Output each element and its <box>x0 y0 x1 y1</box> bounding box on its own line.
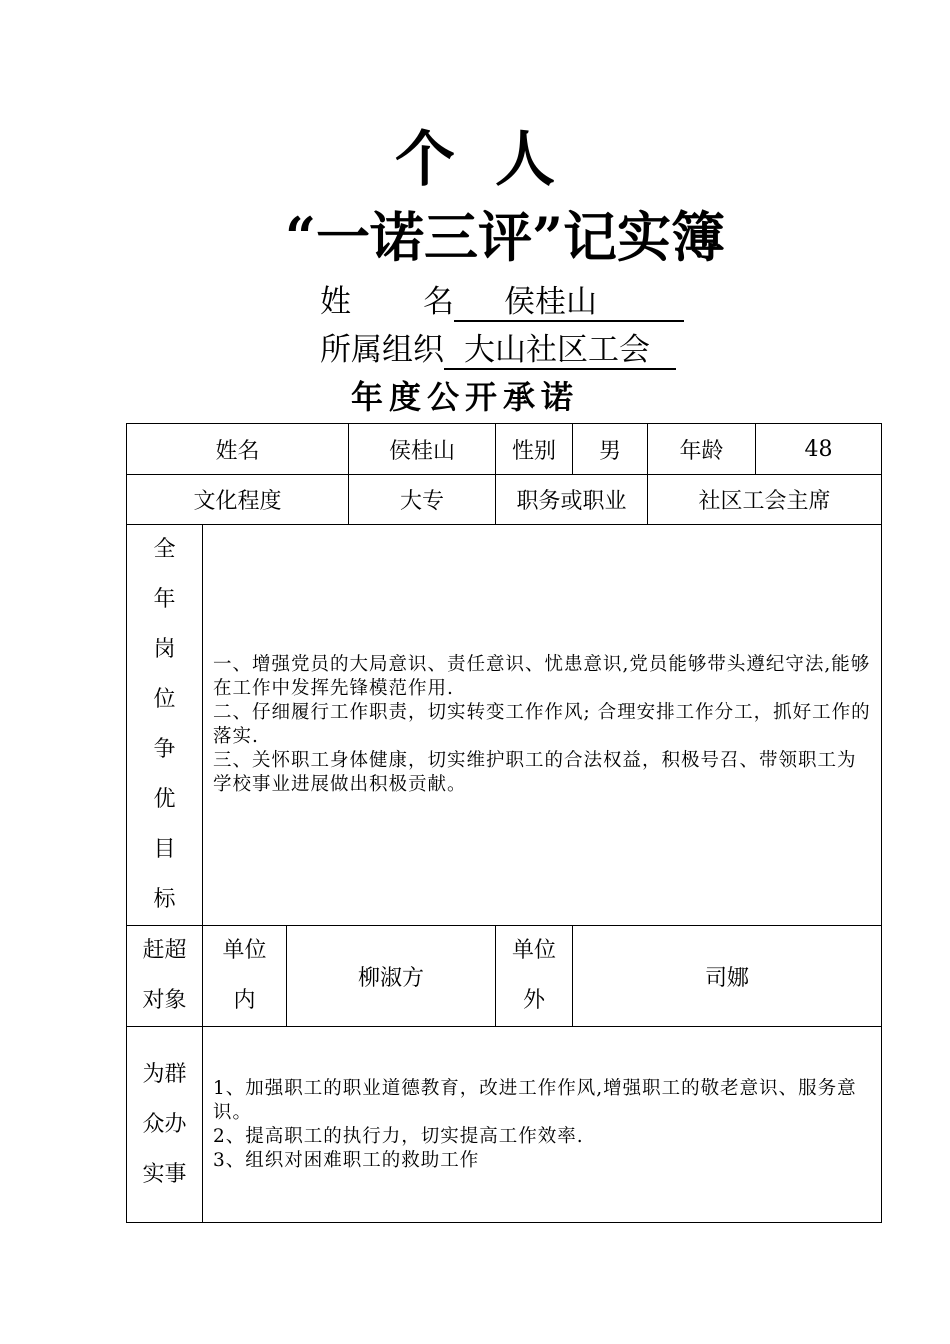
service-item: 1、加强职工的职业道德教育，改进工作作风,增强职工的敬老意识、服务意识。 <box>213 1077 857 1123</box>
goal-label-char: 位 <box>153 687 176 712</box>
cell-service-content <box>203 1027 882 1223</box>
goal-item: 一、增强党员的大局意识、责任意识、忧患意识,党员能够带头遵纪守法,能够在工作中发挥先锋模范作用. <box>213 654 871 699</box>
outside-label-line: 外 <box>523 988 546 1013</box>
service-label-line: 众办 <box>142 1111 187 1137</box>
cell-age-value: 48 <box>756 424 882 475</box>
cell-gender-label: 性别 <box>496 424 573 475</box>
goal-label-char: 争 <box>153 737 176 762</box>
cell-goal-label <box>127 525 203 926</box>
goal-label-char: 岗 <box>153 637 176 662</box>
goal-label-char: 优 <box>153 787 176 812</box>
cell-gender-value: 男 <box>573 424 648 475</box>
section-heading: 年度公开承诺 <box>350 378 579 416</box>
cell-education-label: 文化程度 <box>127 475 349 525</box>
name-line <box>320 280 684 324</box>
goal-label-char: 目 <box>153 837 176 862</box>
goal-label-char: 标 <box>153 887 176 912</box>
cell-position-label: 职务或职业 <box>496 475 648 525</box>
target-label-line: 赶超 <box>142 938 187 963</box>
cell-target-label <box>127 926 203 1027</box>
goal-label-char: 全 <box>153 537 176 562</box>
outside-label-line: 单位 <box>512 938 557 963</box>
name-label-b: 名 <box>423 284 454 320</box>
service-item: 2、提高职工的执行力，切实提高工作效率. <box>213 1125 584 1147</box>
org-value: 大山社区工会 <box>444 332 676 370</box>
org-label: 所属组织 <box>320 332 444 368</box>
cell-position-value: 社区工会主席 <box>648 475 882 525</box>
service-label-line: 实事 <box>142 1161 187 1187</box>
cell-education-value: 大专 <box>349 475 496 525</box>
cell-outside-value: 司娜 <box>573 926 882 1027</box>
org-line <box>320 328 676 372</box>
cell-service-label <box>127 1027 203 1223</box>
inside-label-line: 单位 <box>222 938 267 963</box>
cell-age-label: 年龄 <box>648 424 756 475</box>
cell-name-label: 姓名 <box>127 424 349 475</box>
target-label-line: 对象 <box>142 988 187 1013</box>
cell-inside-value: 柳淑方 <box>287 926 496 1027</box>
document-title-line2: “一诺三评”记实簿 <box>284 205 726 269</box>
goal-label-char: 年 <box>153 587 176 612</box>
cell-goal-content <box>203 525 882 926</box>
cell-inside-label <box>203 926 287 1027</box>
service-item: 3、组织对困难职工的救助工作 <box>213 1149 480 1171</box>
goal-item: 二、仔细履行工作职责，切实转变工作作风; 合理安排工作分工，抓好工作的落实. <box>213 702 871 747</box>
cell-name-value: 侯桂山 <box>349 424 496 475</box>
cell-outside-label <box>496 926 573 1027</box>
name-value: 侯桂山 <box>454 284 684 322</box>
commitment-table <box>126 423 882 1223</box>
service-label-line: 为群 <box>142 1061 187 1087</box>
inside-label-line: 内 <box>233 988 256 1013</box>
goal-item: 三、关怀职工身体健康，切实维护职工的合法权益，积极号召、带领职工为学校事业进展做出积极贡献。 <box>213 750 857 795</box>
document-title-line1: 个人 <box>395 125 595 195</box>
name-label-a: 姓 <box>320 284 351 320</box>
